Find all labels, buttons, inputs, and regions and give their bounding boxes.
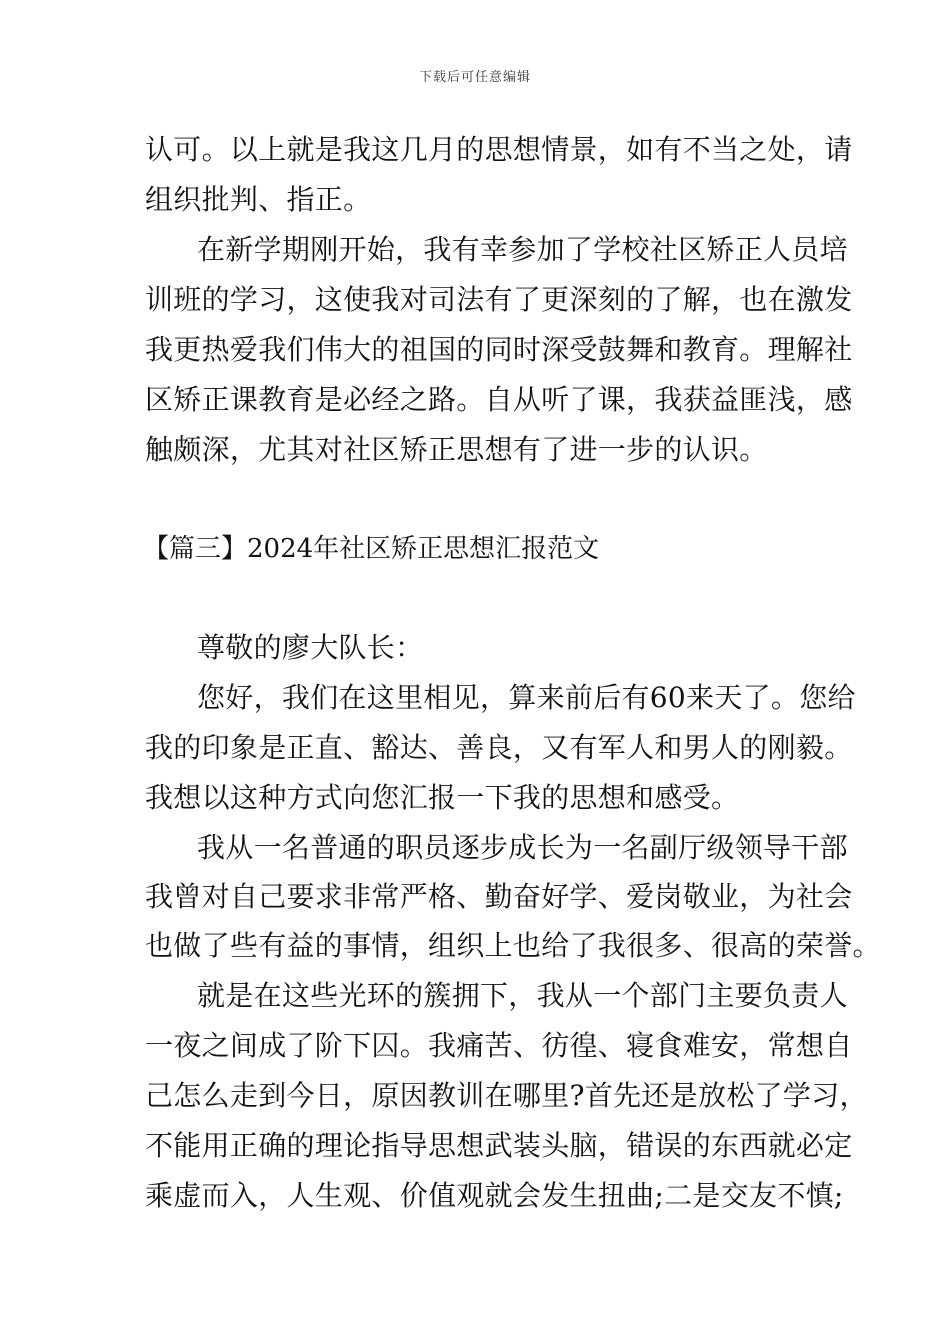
letter-line: 我曾对自己要求非常严格、勤奋好学、爱岗敬业，为社会	[145, 880, 853, 913]
section-title: 【篇三】2024年社区矫正思想汇报范文	[143, 534, 600, 564]
letter-line: 就是在这些光环的簇拥下，我从一个部门主要负责人	[197, 979, 848, 1012]
letter-line: 也做了些有益的事情，组织上也给了我很多、很高的荣誉。	[145, 929, 881, 962]
paragraph-line: 在新学期刚开始，我有幸参加了学校社区矫正人员培	[197, 233, 848, 266]
letter-line: 我从一名普通的职员逐步成长为一名副厅级领导干部	[197, 831, 848, 864]
page-header: 下载后可任意编辑	[418, 70, 531, 85]
paragraph-line: 触颇深，尤其对社区矫正思想有了进一步的认识。	[145, 433, 768, 466]
paragraph-line: 认可。以上就是我这几月的思想情景，如有不当之处，请	[145, 133, 853, 166]
salutation: 尊敬的廖大队长：	[197, 631, 424, 664]
paragraph-line: 组织批判、指正。	[145, 183, 372, 216]
paragraph-line: 训班的学习，这使我对司法有了更深刻的了解，也在激发	[145, 283, 853, 316]
paragraph-line: 我更热爱我们伟大的祖国的同时深受鼓舞和教育。理解社	[145, 333, 853, 366]
paragraph-line: 区矫正课教育是必经之路。自从听了课，我获益匪浅，感	[145, 383, 853, 416]
letter-line: 乘虚而入，人生观、价值观就会发生扭曲;二是交友不慎;	[145, 1179, 844, 1212]
letter-line: 己怎么走到今日，原因教训在哪里?首先还是放松了学习，	[145, 1079, 868, 1112]
letter-line: 我想以这种方式向您汇报一下我的思想和感受。	[145, 781, 740, 814]
letter-line: 我的印象是正直、豁达、善良，又有军人和男人的刚毅。	[145, 731, 853, 764]
letter-line: 不能用正确的理论指导思想武装头脑，错误的东西就必定	[145, 1129, 853, 1162]
letter-line: 您好，我们在这里相见，算来前后有60来天了。您给	[197, 681, 856, 714]
letter-line: 一夜之间成了阶下囚。我痛苦、彷徨、寝食难安，常想自	[145, 1029, 853, 1062]
